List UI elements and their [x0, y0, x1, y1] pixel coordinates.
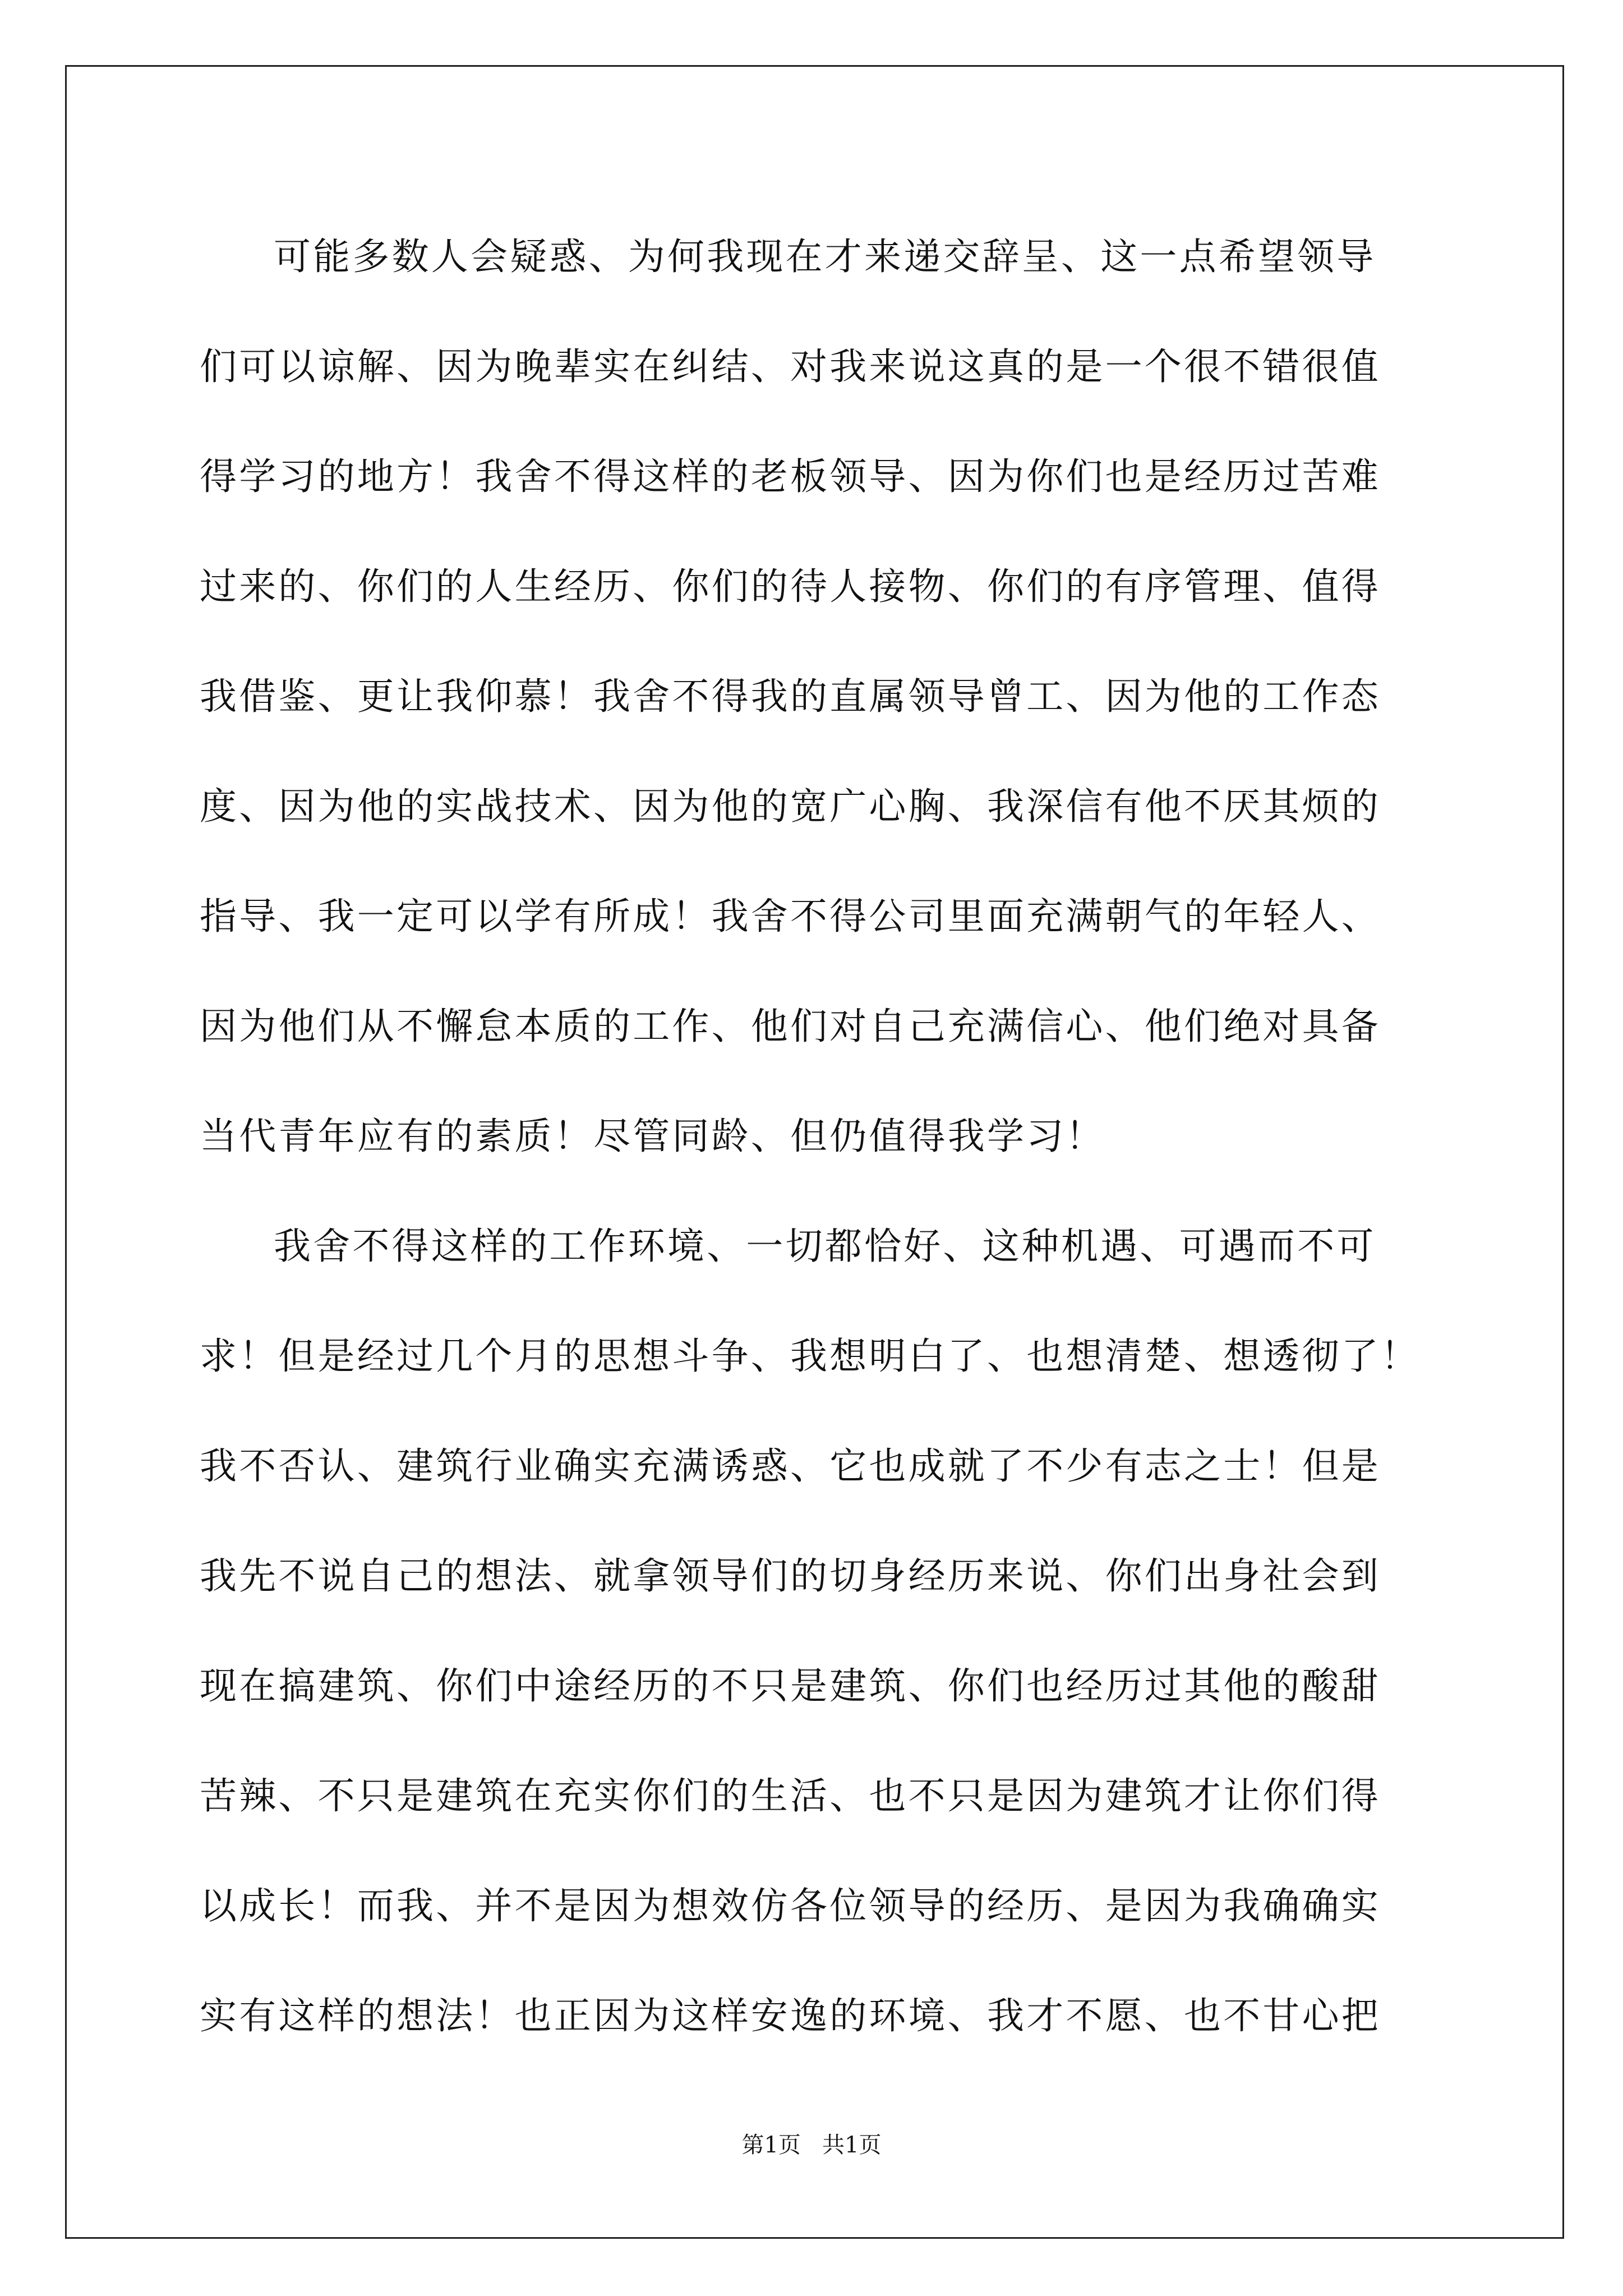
page-number-footer: 第1页 共1页	[741, 2132, 882, 2158]
paragraph-2-line: 现在搞建筑、你们中途经历的不只是建筑、你们也经历过其他的酸甜	[200, 1664, 1381, 1708]
paragraph-1-line: 我借鉴、更让我仰慕！我舍不得我的直属领导曾工、因为他的工作态	[200, 675, 1381, 718]
paragraph-1-line: 得学习的地方！我舍不得这样的老板领导、因为你们也是经历过苦难	[200, 455, 1381, 498]
paragraph-2-line: 求！但是经过几个月的思想斗争、我想明白了、也想清楚、想透彻了！	[200, 1335, 1421, 1378]
paragraph-1-line: 指导、我一定可以学有所成！我舍不得公司里面充满朝气的年轻人、	[200, 895, 1381, 938]
paragraph-2-line: 以成长！而我、并不是因为想效仿各位领导的经历、是因为我确确实	[200, 1884, 1381, 1927]
paragraph-2-line: 我舍不得这样的工作环境、一切都恰好、这种机遇、可遇而不可	[274, 1225, 1376, 1268]
paragraph-1-line: 当代青年应有的素质！尽管同龄、但仍值得我学习！	[200, 1115, 1105, 1158]
paragraph-1-line: 度、因为他的实战技术、因为他的宽广心胸、我深信有他不厌其烦的	[200, 785, 1381, 828]
document-body	[200, 202, 1433, 2071]
paragraph-1-line: 过来的、你们的人生经历、你们的待人接物、你们的有序管理、值得	[200, 565, 1381, 608]
paragraph-2-line: 实有这样的想法！也正因为这样安逸的环境、我才不愿、也不甘心把	[200, 1994, 1381, 2037]
paragraph-2-line: 我先不说自己的想法、就拿领导们的切身经历来说、你们出身社会到	[200, 1554, 1381, 1598]
paragraph-1-line: 因为他们从不懈怠本质的工作、他们对自己充满信心、他们绝对具备	[200, 1005, 1381, 1048]
paragraph-1-line: 可能多数人会疑惑、为何我现在才来递交辞呈、这一点希望领导	[274, 235, 1376, 278]
paragraph-2-line: 我不否认、建筑行业确实充满诱惑、它也成就了不少有志之士！但是	[200, 1444, 1381, 1488]
paragraph-2-line: 苦辣、不只是建筑在充实你们的生活、也不只是因为建筑才让你们得	[200, 1774, 1381, 1818]
paragraph-1-line: 们可以谅解、因为晚辈实在纠结、对我来说这真的是一个很不错很值	[200, 345, 1381, 388]
